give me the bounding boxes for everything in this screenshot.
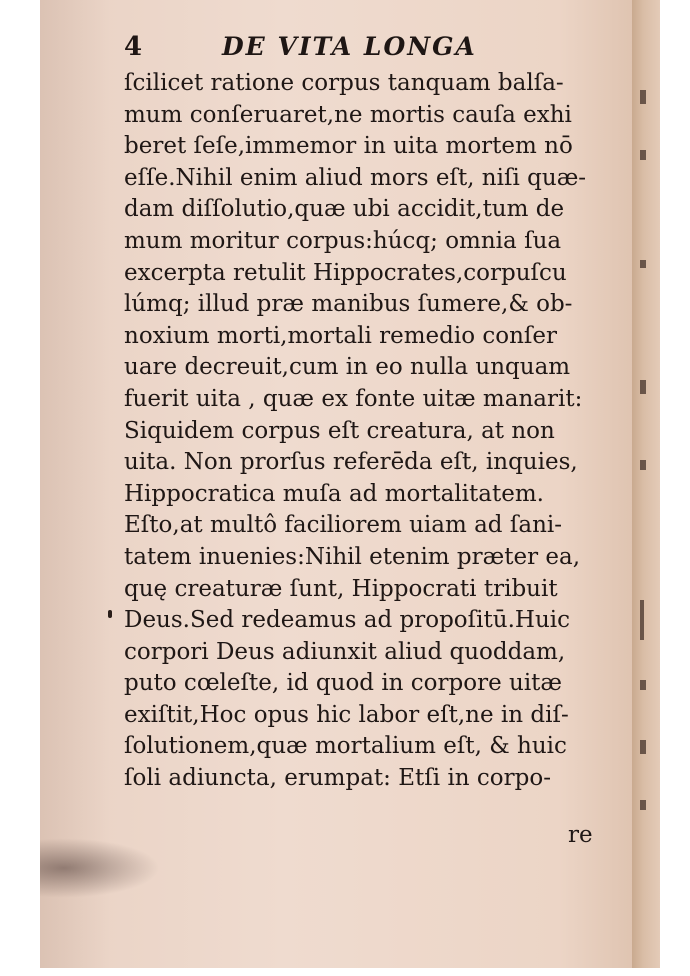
text-line: corpori Deus adiunxit aliud quoddam, (124, 638, 566, 665)
text-line: dam diſſolutio,quæ ubi accidit,tum de (124, 196, 565, 223)
text-line: Eſto,at multô faciliorem uiam ad ſani- (124, 512, 563, 539)
text-line: ſoli adiuncta, erumpat: Etſi in corpo- (124, 765, 551, 792)
text-line: mum moritur corpus:húcq; omnia ſua (124, 227, 562, 254)
edge-ink-mark (640, 800, 646, 810)
text-line: quę creaturæ ſunt, Hippocrati tribuit (124, 575, 558, 602)
text-line: lúmq; illud præ manibus ſumere,& ob- (124, 291, 573, 318)
text-line: exiſtit,Hoc opus hic labor eſt,ne in diſ- (124, 701, 569, 728)
text-line: Siquidem corpus eſt creatura, at non (124, 417, 555, 444)
edge-ink-mark (640, 380, 646, 394)
text-line: noxium morti,mortali remedio conſer (124, 322, 558, 349)
body-text (124, 68, 610, 795)
text-line: ſolutionem,quæ mortalium eſt, & huic (124, 733, 567, 760)
edge-ink-mark (640, 740, 646, 754)
edge-ink-mark (640, 680, 646, 690)
text-line: eſſe.Nihil enim aliud mors eſt, niſi quæ- (124, 164, 587, 191)
text-line: fuerit uita , quæ ex fonte uitæ manarit: (124, 385, 583, 412)
edge-ink-mark (640, 150, 646, 160)
edge-ink-mark (640, 460, 646, 470)
catchword: re (568, 822, 593, 848)
text-line: uita. Non prorſus referēda eſt, inquies, (124, 449, 578, 476)
page-stain (40, 838, 160, 898)
page-number: 4 (124, 32, 143, 62)
marginal-ink-dot (108, 610, 112, 618)
text-line: uare decreuit,cum in eo nulla unquam (124, 354, 571, 381)
edge-ink-mark (640, 600, 644, 640)
text-line: excerpta retulit Hippocrates,corpuſcu (124, 259, 567, 286)
binding-shadow (40, 0, 110, 968)
page-header (82, 30, 602, 70)
text-line: puto cœleſte, id quod in corpore uitæ (124, 670, 563, 697)
text-line: ſcilicet ratione corpus tanquam balſa- (124, 70, 564, 96)
text-line: beret ſeſe,immemor in uita mortem nō (124, 133, 573, 160)
text-line: Deus.Sed redeamus ad propoſitū.Huic (124, 607, 570, 634)
running-title: DE VITA LONGA (222, 32, 477, 61)
edge-ink-mark (640, 90, 646, 104)
text-line: Hippocratica muſa ad mortalitatem. (124, 480, 544, 507)
text-line: mum conſeruaret,ne mortis cauſa exhi (124, 101, 572, 128)
text-line: tatem inuenies:Nihil etenim præter ea, (124, 543, 581, 570)
edge-ink-mark (640, 260, 646, 268)
facing-page-edge (632, 0, 660, 968)
